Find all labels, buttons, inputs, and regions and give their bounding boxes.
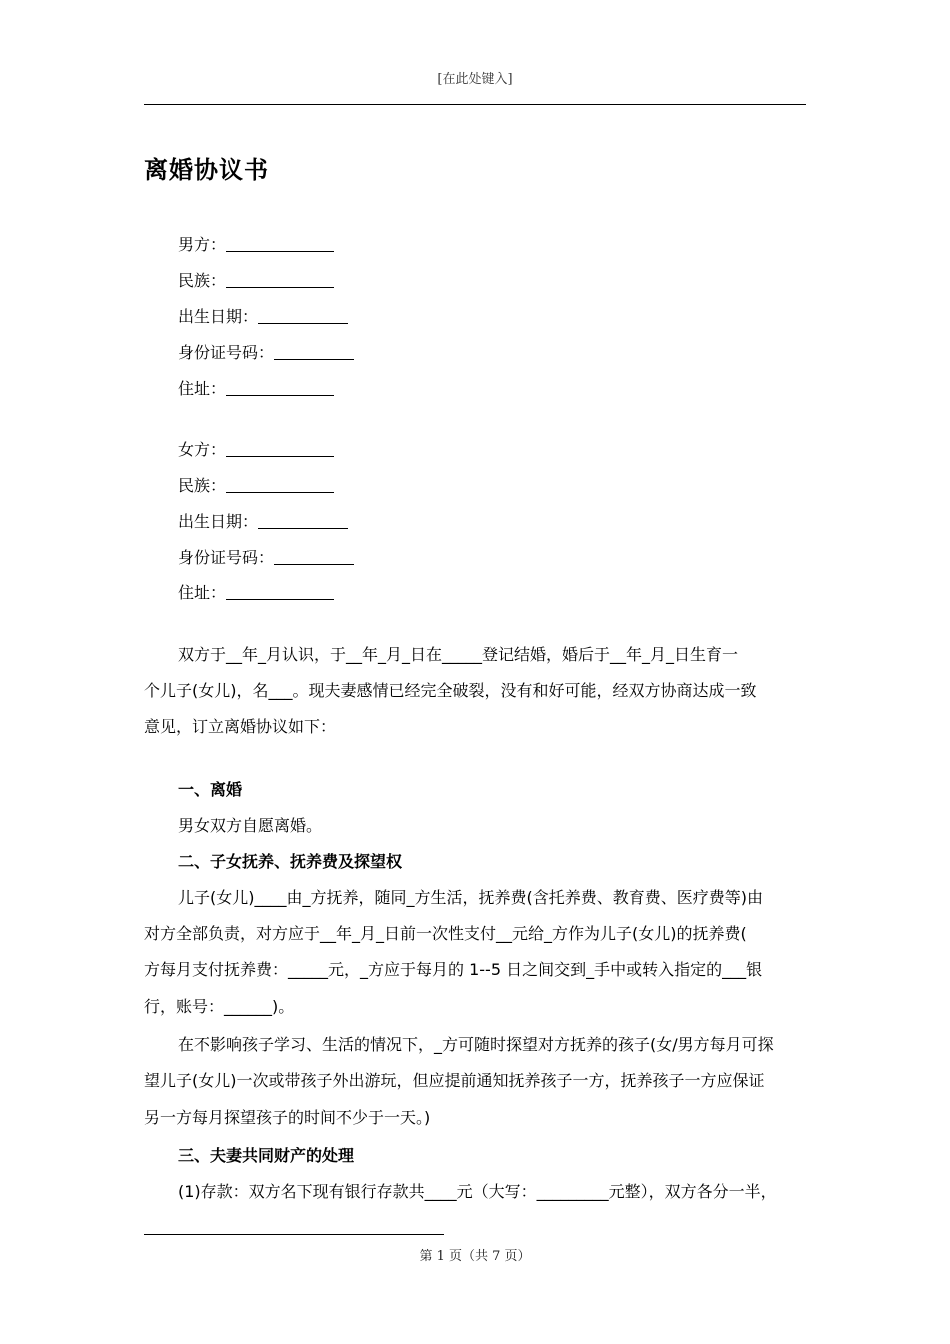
woman-address-field xyxy=(178,581,334,605)
man-party-blank[interactable] xyxy=(226,235,334,252)
man-id-blank[interactable] xyxy=(274,343,354,360)
woman-ethnicity-blank[interactable] xyxy=(226,476,334,493)
man-birth-label: 出生日期： xyxy=(178,307,259,326)
man-party-field xyxy=(178,233,334,257)
man-address-blank[interactable] xyxy=(226,379,334,396)
man-address-field xyxy=(178,377,334,401)
woman-address-label: 住址： xyxy=(178,583,227,602)
man-ethnicity-label: 民族： xyxy=(178,271,227,290)
header-placeholder[interactable]: [在此处键入] xyxy=(437,72,513,87)
man-birth-blank[interactable] xyxy=(258,307,348,324)
man-birth-field xyxy=(178,305,348,329)
woman-party-field xyxy=(178,438,334,462)
man-ethnicity-field xyxy=(178,269,334,293)
header-rule xyxy=(144,104,806,105)
section-1-heading: 一、离婚 xyxy=(178,780,243,799)
footer-rule xyxy=(144,1234,444,1235)
intro-line-2: 个儿子(女儿)，名___。现夫妻感情已经完全破裂，没有和好可能，经双方协商达成一致 xyxy=(144,681,757,700)
woman-ethnicity-field xyxy=(178,474,334,498)
woman-id-blank[interactable] xyxy=(274,548,354,565)
woman-party-label: 女方： xyxy=(178,440,227,459)
man-ethnicity-blank[interactable] xyxy=(226,271,334,288)
intro-line-3: 意见，订立离婚协议如下： xyxy=(144,717,337,736)
man-party-label: 男方： xyxy=(178,235,227,254)
section-2-p1-line-2: 对方全部负责，对方应于__年_月_日前一次性支付__元给_方作为儿子(女儿)的抚养费( xyxy=(144,924,747,943)
man-id-label: 身份证号码： xyxy=(178,343,275,362)
section-2-p1-line-3: 方每月支付抚养费：_____元，_方应于每月的 1--5 日之间交到_手中或转入指定的___银 xyxy=(144,960,763,979)
section-2-p2-line-2: 望儿子(女儿)一次或带孩子外出游玩，但应提前通知抚养孩子一方，抚养孩子一方应保证 xyxy=(144,1071,765,1090)
man-address-label: 住址： xyxy=(178,379,227,398)
woman-birth-blank[interactable] xyxy=(258,512,348,529)
woman-ethnicity-label: 民族： xyxy=(178,476,227,495)
woman-id-label: 身份证号码： xyxy=(178,548,275,567)
footer-page-info: 第 1 页（共 7 页） xyxy=(419,1249,531,1264)
woman-birth-field xyxy=(178,510,348,534)
section-2-heading: 二、子女抚养、抚养费及探望权 xyxy=(178,852,403,871)
section-3-heading: 三、夫妻共同财产的处理 xyxy=(178,1146,355,1165)
intro-line-1: 双方于__年_月认识，于__年_月_日在_____登记结婚，婚后于__年_月_日生育一 xyxy=(178,645,739,664)
document-title: 离婚协议书 xyxy=(144,156,269,184)
woman-birth-label: 出生日期： xyxy=(178,512,259,531)
man-id-field xyxy=(178,341,354,365)
section-3-line-1: (1)存款：双方名下现有银行存款共____元（大写：_________元整），双方各分一半， xyxy=(178,1182,777,1201)
woman-address-blank[interactable] xyxy=(226,583,334,600)
section-2-p2-line-1: 在不影响孩子学习、生活的情况下，_方可随时探望对方抚养的孩子(女/男方每月可探 xyxy=(178,1035,774,1054)
section-2-p2-line-3: 另一方每月探望孩子的时间不少于一天。) xyxy=(144,1108,431,1127)
woman-id-field xyxy=(178,546,354,570)
section-2-p1-line-1: 儿子(女儿)____由_方抚养，随同_方生活，抚养费(含托养费、教育费、医疗费等)由 xyxy=(178,888,763,907)
section-2-p1-line-4: 行，账号：______)。 xyxy=(144,997,295,1016)
woman-party-blank[interactable] xyxy=(226,440,334,457)
section-1-body: 男女双方自愿离婚。 xyxy=(178,816,323,835)
